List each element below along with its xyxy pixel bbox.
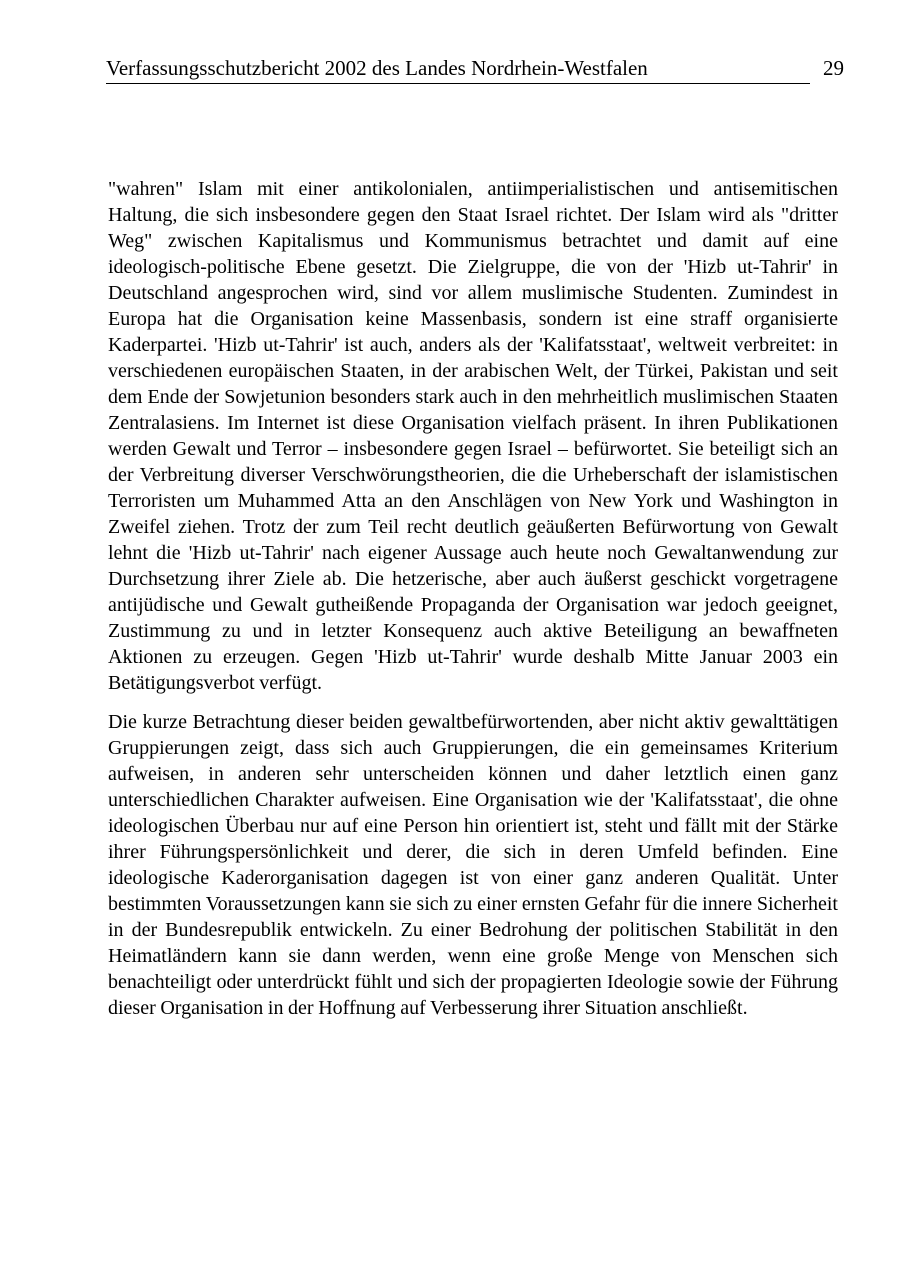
header-title: Verfassungsschutzbericht 2002 des Landes Nordrhein-Westfalen xyxy=(106,56,648,80)
paragraph-2: Die kurze Betrachtung dieser beiden gewaltbefürwortenden, aber nicht aktiv gewalttätigen Gruppierungen zeigt, dass sich auch Gruppierungen, die ein gemeinsames Kriterium aufweisen, in anderen sehr unterscheiden können und daher letztlich einen ganz unterschiedlichen Charakter aufweisen. Eine Organisation wie der 'Kalifatsstaat', die ohne ideologischen Überbau nur auf eine Person hin orientiert ist, steht und fällt mit der Stärke ihrer Führungspersönlichkeit und derer, die sich in deren Umfeld befinden. Eine ideologische Kaderorganisation dagegen ist von einer ganz anderen Qualität. Unter bestimmten Voraussetzungen kann sie sich zu einer ernsten Gefahr für die innere Sicherheit in der Bundesrepublik entwickeln. Zu einer Bedrohung der politischen Stabilität in den Heimatländern kann sie dann werden, wenn eine große Menge von Menschen sich benachteiligt oder unterdrückt fühlt und sich der propagierten Ideologie sowie der Führung dieser Organisation in der Hoffnung auf Verbesserung ihrer Situation anschließt. xyxy=(108,711,838,1019)
running-header xyxy=(106,56,810,84)
body-text xyxy=(108,176,838,1021)
page-number: 29 xyxy=(823,56,844,80)
paragraph-1: "wahren" Islam mit einer antikolonialen, antiimperialistischen und antisemitischen Haltung, die sich insbesondere gegen den Staat Israel richtet. Der Islam wird als "dritter Weg" zwischen Kapitalismus und Kommunismus betrachtet und damit auf eine ideologisch-politische Ebene gesetzt. Die Zielgruppe, die von der 'Hizb ut-Tahrir' in Deutschland angesprochen wird, sind vor allem muslimische Studenten. Zumindest in Europa hat die Organisation keine Massenbasis, sondern ist eine straff organisierte Kaderpartei. 'Hizb ut-Tahrir' ist auch, anders als der 'Kalifatsstaat', weltweit verbreitet: in verschiedenen europäischen Staaten, in der arabischen Welt, der Türkei, Pakistan und seit dem Ende der Sowjetunion besonders stark auch in den mehrheitlich muslimischen Staaten Zentralasiens. Im Internet ist diese Organisation vielfach präsent. In ihren Publikationen werden Gewalt und Terror – insbesondere gegen Israel – befürwortet. Sie beteiligt sich an der Verbreitung diverser Verschwörungstheorien, die die Urheberschaft der islamistischen Terroristen um Muhammed Atta an den Anschlägen von New York und Washington in Zweifel ziehen. Trotz der zum Teil recht deutlich geäußerten Befürwortung von Gewalt lehnt die 'Hizb ut-Tahrir' nach eigener Aussage auch heute noch Gewaltanwendung zur Durchsetzung ihrer Ziele ab. Die hetzerische, aber auch äußerst geschickt vorgetragene antijüdische und Gewalt gutheißende Propaganda der Organisation war jedoch geeignet, Zustimmung zu und in letzter Konsequenz auch aktive Beteiligung an bewaffneten Aktionen zu erzeugen. Gegen 'Hizb ut-Tahrir' wurde deshalb Mitte Januar 2003 ein Betätigungsverbot verfügt. xyxy=(108,178,838,694)
